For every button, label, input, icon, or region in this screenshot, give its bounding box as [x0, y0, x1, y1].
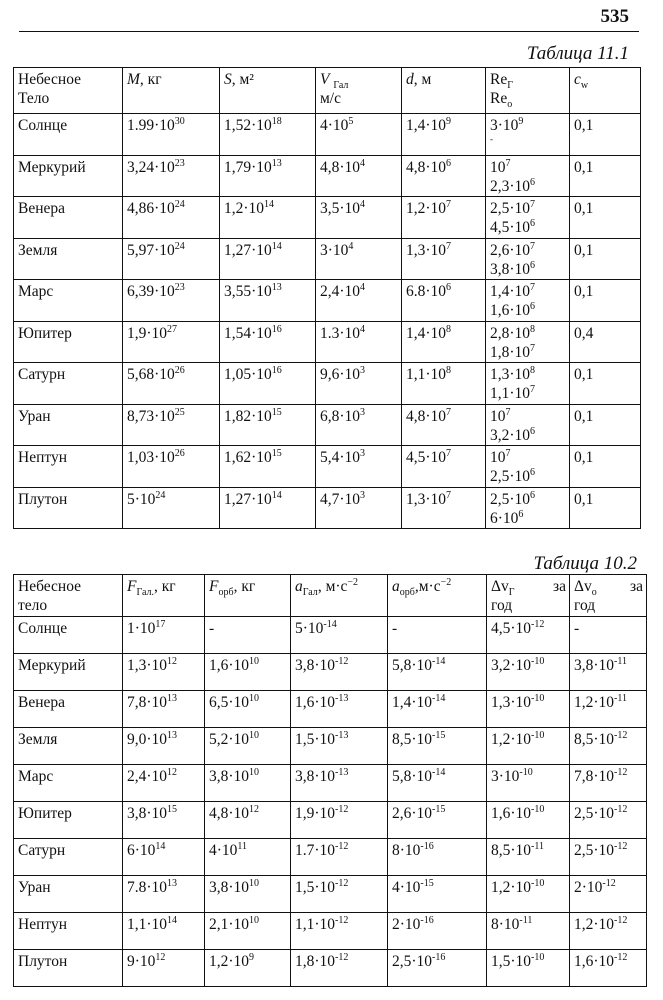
diameter-cell: $1,2\cdot 10^7$ — [402, 197, 486, 239]
diameter-cell: $1,4\cdot 10^9$ — [402, 114, 486, 156]
drag-coefficient-cell: 0,1 — [570, 238, 641, 280]
diameter-cell: $1,1\cdot 10^8$ — [402, 363, 486, 405]
orbital-acceleration-cell: $8,5\cdot 10^{-15}$ — [388, 728, 487, 765]
body-name-cell: Нептун — [14, 913, 123, 950]
table-row — [14, 617, 647, 654]
galactic-velocity-cell: $6,8\cdot 10^3$ — [316, 404, 402, 446]
header-orbital-velocity-change: $\Delta v_о$ за год — [570, 575, 647, 617]
mass-cell: $5,97\cdot 10^{24}$ — [123, 238, 220, 280]
orbital-acceleration-cell: $2,5\cdot 10^{-16}$ — [388, 950, 487, 987]
table-row — [14, 321, 641, 363]
header-reynolds: $Re_Г$ $Re_о$ — [486, 68, 570, 114]
galactic-acceleration-cell: $3,8\cdot 10^{-12}$ — [291, 654, 388, 691]
galactic-velocity-cell: $1.3\cdot 10^4$ — [316, 321, 402, 363]
body-name-cell: Уран — [14, 404, 123, 446]
page-number: 535 — [600, 6, 629, 27]
table-row — [14, 765, 647, 802]
table1-header-row — [14, 68, 641, 114]
galactic-force-cell: $9,0\cdot 10^{13}$ — [123, 728, 205, 765]
area-cell: $1,79\cdot 10^{13}$ — [220, 155, 316, 197]
galactic-velocity-change-cell: $8\cdot 10^{-11}$ — [487, 913, 570, 950]
galactic-velocity-change-cell: $1,3\cdot 10^{-10}$ — [487, 691, 570, 728]
orbital-velocity-change-cell: $1,2\cdot 10^{-11}$ — [570, 691, 647, 728]
orbital-force-cell: - — [205, 617, 291, 654]
header-celestial-body: Небесное Тело — [14, 68, 123, 114]
header-celestial-body: Небесное тело — [14, 575, 123, 617]
reynolds-cell: $2,5\cdot 10^6$ $6\cdot 10^6$ — [486, 487, 570, 529]
galactic-acceleration-cell: $1,6\cdot 10^{-13}$ — [291, 691, 388, 728]
diameter-cell: $4,5\cdot 10^7$ — [402, 446, 486, 488]
body-name-cell: Земля — [14, 728, 123, 765]
mass-cell: $1,9\cdot 10^{27}$ — [123, 321, 220, 363]
table-row — [14, 238, 641, 280]
planet-parameters-table — [13, 67, 641, 529]
body-name-cell: Меркурий — [14, 654, 123, 691]
header-orbital-force: $F_{орб}$, кг — [205, 575, 291, 617]
table-row — [14, 876, 647, 913]
drag-coefficient-cell: 0,1 — [570, 197, 641, 239]
area-cell: $1,27\cdot 10^{14}$ — [220, 487, 316, 529]
galactic-velocity-change-cell: $1,2\cdot 10^{-10}$ — [487, 728, 570, 765]
galactic-force-cell: $9\cdot 10^{12}$ — [123, 950, 205, 987]
reynolds-cell: $10^7$ $2,3\cdot 10^6$ — [486, 155, 570, 197]
galactic-velocity-cell: $4,7\cdot 10^3$ — [316, 487, 402, 529]
galactic-acceleration-cell: $1,9\cdot 10^{-12}$ — [291, 802, 388, 839]
body-name-cell: Солнце — [14, 617, 123, 654]
table-row — [14, 446, 641, 488]
galactic-force-cell: $1,1\cdot 10^{14}$ — [123, 913, 205, 950]
body-name-cell: Сатурн — [14, 363, 123, 405]
body-name-cell: Уран — [14, 876, 123, 913]
diameter-cell: $1,3\cdot 10^7$ — [402, 238, 486, 280]
mass-cell: $5,68\cdot 10^{26}$ — [123, 363, 220, 405]
galactic-velocity-cell: $3\cdot 10^4$ — [316, 238, 402, 280]
galactic-acceleration-cell: $5\cdot 10^{-14}$ — [291, 617, 388, 654]
galactic-acceleration-cell: $1,5\cdot 10^{-12}$ — [291, 876, 388, 913]
area-cell: $1,2\cdot 10^{14}$ — [220, 197, 316, 239]
galactic-velocity-cell: $4,8\cdot 10^4$ — [316, 155, 402, 197]
galactic-velocity-change-cell: $1,2\cdot 10^{-10}$ — [487, 876, 570, 913]
header-rule — [19, 31, 639, 32]
body-name-cell: Венера — [14, 691, 123, 728]
drag-coefficient-cell: 0,1 — [570, 363, 641, 405]
body-name-cell: Марс — [14, 765, 123, 802]
table-row — [14, 913, 647, 950]
table-row — [14, 487, 641, 529]
drag-coefficient-cell: 0,1 — [570, 404, 641, 446]
orbital-force-cell: $1,2\cdot 10^9$ — [205, 950, 291, 987]
orbital-force-cell: $3,8\cdot 10^{10}$ — [205, 765, 291, 802]
reynolds-cell: $1,3\cdot 10^8$ $1,1\cdot 10^7$ — [486, 363, 570, 405]
table2-header-row — [14, 575, 647, 617]
galactic-acceleration-cell: $3,8\cdot 10^{-13}$ — [291, 765, 388, 802]
header-galactic-velocity-change: $\Delta v_Г$ за год — [487, 575, 570, 617]
orbital-force-cell: $4\cdot 10^{11}$ — [205, 839, 291, 876]
table-row — [14, 802, 647, 839]
orbital-velocity-change-cell: $2,5\cdot 10^{-12}$ — [570, 802, 647, 839]
orbital-velocity-change-cell: $7,8\cdot 10^{-12}$ — [570, 765, 647, 802]
orbital-velocity-change-cell: $8,5\cdot 10^{-12}$ — [570, 728, 647, 765]
galactic-acceleration-cell: $1,5\cdot 10^{-13}$ — [291, 728, 388, 765]
orbital-acceleration-cell: $2\cdot 10^{-16}$ — [388, 913, 487, 950]
body-name-cell: Марс — [14, 280, 123, 322]
header-area: S, м² — [220, 68, 316, 114]
header-galactic-force: $F_{Гал.}$, кг — [123, 575, 205, 617]
table-row — [14, 654, 647, 691]
orbital-force-cell: $2,1\cdot 10^{10}$ — [205, 913, 291, 950]
mass-cell: $1,03\cdot 10^{26}$ — [123, 446, 220, 488]
drag-coefficient-cell: 0,1 — [570, 446, 641, 488]
galactic-velocity-cell: $3,5\cdot 10^4$ — [316, 197, 402, 239]
header-galactic-acceleration: $a_{Гал}$, $м\cdot с^{-2}$ — [291, 575, 388, 617]
orbital-acceleration-cell: - — [388, 617, 487, 654]
mass-cell: $3,24\cdot 10^{23}$ — [123, 155, 220, 197]
table-row — [14, 950, 647, 987]
diameter-cell: $4,8\cdot 10^6$ — [402, 155, 486, 197]
body-name-cell: Нептун — [14, 446, 123, 488]
diameter-cell: $1,3\cdot 10^7$ — [402, 487, 486, 529]
orbital-velocity-change-cell: $2\cdot 10^{-12}$ — [570, 876, 647, 913]
table-row — [14, 197, 641, 239]
reynolds-cell: $3\cdot 10^9$ - — [486, 114, 570, 156]
galactic-velocity-change-cell: $8,5\cdot 10^{-11}$ — [487, 839, 570, 876]
reynolds-cell: $2,6\cdot 10^7$ $3,8\cdot 10^6$ — [486, 238, 570, 280]
area-cell: $1,54\cdot 10^{16}$ — [220, 321, 316, 363]
table-row — [14, 114, 641, 156]
table-row — [14, 728, 647, 765]
orbital-acceleration-cell: $8\cdot 10^{-16}$ — [388, 839, 487, 876]
table2-caption: Таблица 10.2 — [533, 553, 637, 574]
area-cell: $1,27\cdot 10^{14}$ — [220, 238, 316, 280]
header-mass: M, кг — [123, 68, 220, 114]
galactic-velocity-change-cell: $1,6\cdot 10^{-10}$ — [487, 802, 570, 839]
table-row — [14, 839, 647, 876]
orbital-velocity-change-cell: $1,6\cdot 10^{-12}$ — [570, 950, 647, 987]
drag-coefficient-cell: 0,4 — [570, 321, 641, 363]
reynolds-cell: $2,8\cdot 10^8$ $1,8\cdot 10^7$ — [486, 321, 570, 363]
mass-cell: $8,73\cdot 10^{25}$ — [123, 404, 220, 446]
orbital-force-cell: $5,2\cdot 10^{10}$ — [205, 728, 291, 765]
table-row — [14, 363, 641, 405]
orbital-acceleration-cell: $4\cdot 10^{-15}$ — [388, 876, 487, 913]
galactic-force-cell: $2,4\cdot 10^{12}$ — [123, 765, 205, 802]
body-name-cell: Юпитер — [14, 802, 123, 839]
galactic-force-cell: $7.8\cdot 10^{13}$ — [123, 876, 205, 913]
area-cell: $1,52\cdot 10^{18}$ — [220, 114, 316, 156]
galactic-force-cell: $3,8\cdot 10^{15}$ — [123, 802, 205, 839]
drag-coefficient-cell: 0,1 — [570, 280, 641, 322]
galactic-velocity-cell: $4\cdot 10^5$ — [316, 114, 402, 156]
drag-coefficient-cell: 0,1 — [570, 487, 641, 529]
orbital-velocity-change-cell: $3,8\cdot 10^{-11}$ — [570, 654, 647, 691]
diameter-cell: $6.8\cdot 10^6$ — [402, 280, 486, 322]
reynolds-cell: $1,4\cdot 10^7$ $1,6\cdot 10^6$ — [486, 280, 570, 322]
forces-acceleration-table — [13, 574, 647, 987]
mass-cell: $6,39\cdot 10^{23}$ — [123, 280, 220, 322]
diameter-cell: $4,8\cdot 10^7$ — [402, 404, 486, 446]
body-name-cell: Меркурий — [14, 155, 123, 197]
reynolds-cell: $2,5\cdot 10^7$ $4,5\cdot 10^6$ — [486, 197, 570, 239]
header-drag-coefficient: $c_w$ — [570, 68, 641, 114]
table-row — [14, 691, 647, 728]
orbital-force-cell: $3,8\cdot 10^{10}$ — [205, 876, 291, 913]
orbital-acceleration-cell: $2,6\cdot 10^{-15}$ — [388, 802, 487, 839]
area-cell: $1,82\cdot 10^{15}$ — [220, 404, 316, 446]
drag-coefficient-cell: 0,1 — [570, 114, 641, 156]
galactic-acceleration-cell: $1.7\cdot 10^{-12}$ — [291, 839, 388, 876]
body-name-cell: Плутон — [14, 487, 123, 529]
header-orbital-acceleration: $a_{орб},м\cdot с^{-2}$ — [388, 575, 487, 617]
galactic-velocity-cell: $9,6\cdot 10^3$ — [316, 363, 402, 405]
area-cell: $1,05\cdot 10^{16}$ — [220, 363, 316, 405]
galactic-velocity-cell: $2,4\cdot 10^4$ — [316, 280, 402, 322]
galactic-velocity-change-cell: $1,5\cdot 10^{-10}$ — [487, 950, 570, 987]
reynolds-cell: $10^7$ $2,5\cdot 10^6$ — [486, 446, 570, 488]
orbital-force-cell: $4,8\cdot 10^{12}$ — [205, 802, 291, 839]
mass-cell: $5\cdot 10^{24}$ — [123, 487, 220, 529]
orbital-velocity-change-cell: $2,5\cdot 10^{-12}$ — [570, 839, 647, 876]
galactic-force-cell: $6\cdot 10^{14}$ — [123, 839, 205, 876]
area-cell: $1,62\cdot 10^{15}$ — [220, 446, 316, 488]
table-row — [14, 155, 641, 197]
body-name-cell: Солнце — [14, 114, 123, 156]
header-galactic-velocity: V $_{Гал}$ м/с — [316, 68, 402, 114]
galactic-acceleration-cell: $1,8\cdot 10^{-12}$ — [291, 950, 388, 987]
orbital-velocity-change-cell: - — [570, 617, 647, 654]
body-name-cell: Венера — [14, 197, 123, 239]
galactic-velocity-change-cell: $4,5\cdot 10^{-12}$ — [487, 617, 570, 654]
galactic-acceleration-cell: $1,1\cdot 10^{-12}$ — [291, 913, 388, 950]
galactic-velocity-change-cell: $3,2\cdot 10^{-10}$ — [487, 654, 570, 691]
orbital-acceleration-cell: $5,8\cdot 10^{-14}$ — [388, 765, 487, 802]
area-cell: $3,55\cdot 10^{13}$ — [220, 280, 316, 322]
galactic-force-cell: $1\cdot 10^{17}$ — [123, 617, 205, 654]
orbital-acceleration-cell: $5,8\cdot 10^{-14}$ — [388, 654, 487, 691]
reynolds-cell: $10^7$ $3,2\cdot 10^6$ — [486, 404, 570, 446]
mass-cell: $1.99\cdot 10^{30}$ — [123, 114, 220, 156]
table-row — [14, 280, 641, 322]
header-diameter: d, м — [402, 68, 486, 114]
galactic-velocity-cell: $5,4\cdot 10^3$ — [316, 446, 402, 488]
drag-coefficient-cell: 0,1 — [570, 155, 641, 197]
diameter-cell: $1,4\cdot 10^8$ — [402, 321, 486, 363]
orbital-force-cell: $6,5\cdot 10^{10}$ — [205, 691, 291, 728]
body-name-cell: Земля — [14, 238, 123, 280]
body-name-cell: Юпитер — [14, 321, 123, 363]
galactic-velocity-change-cell: $3\cdot 10^{-10}$ — [487, 765, 570, 802]
orbital-acceleration-cell: $1,4\cdot 10^{-14}$ — [388, 691, 487, 728]
body-name-cell: Сатурн — [14, 839, 123, 876]
body-name-cell: Плутон — [14, 950, 123, 987]
table1-caption: Таблица 11.1 — [526, 43, 629, 64]
galactic-force-cell: $7,8\cdot 10^{13}$ — [123, 691, 205, 728]
orbital-force-cell: $1,6\cdot 10^{10}$ — [205, 654, 291, 691]
galactic-force-cell: $1,3\cdot 10^{12}$ — [123, 654, 205, 691]
table-row — [14, 404, 641, 446]
mass-cell: $4,86\cdot 10^{24}$ — [123, 197, 220, 239]
orbital-velocity-change-cell: $1,2\cdot 10^{-12}$ — [570, 913, 647, 950]
